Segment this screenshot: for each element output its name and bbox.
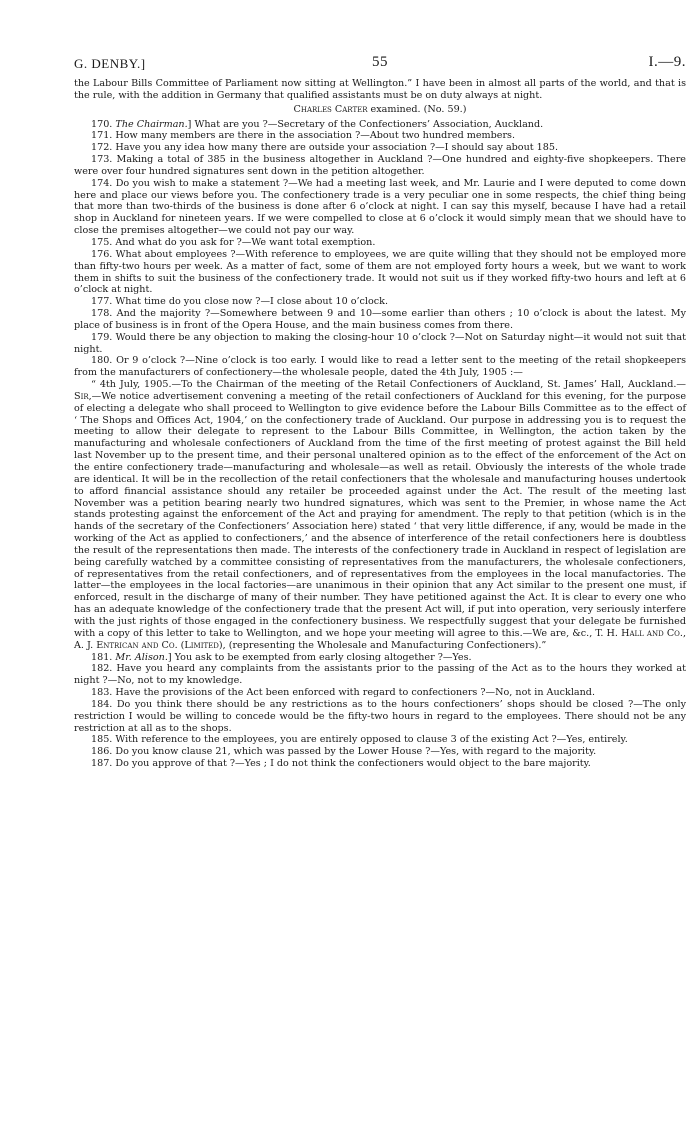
paper-reference: I.—9. <box>648 54 686 70</box>
witness-heading <box>74 104 686 116</box>
question-text: ] What are you ?—Secretary of the Confectioners’ Association, Auckland. <box>187 118 544 130</box>
page-number: 55 <box>372 54 388 70</box>
page-body <box>74 78 686 770</box>
question-182: 182. Have you heard any complaints from the assistants prior to the passing of the Act as to the hours they worked at night ?—No, not to my knowledge. <box>74 663 686 687</box>
question-171: 171. How many members are there in the association ?—About two hundred members. <box>91 130 516 142</box>
question-177: 177. What time do you close now ?—I close about 10 o’clock. <box>91 296 388 308</box>
question-184: 184. Do you think there should be any restrictions as to the hours confectioners’ shops should be closed ?—The only restriction I would be willing to concede would be the fifty-two hours in regard to the employees. There should not be any restriction at all as to the shops. <box>74 698 686 734</box>
question-text: ] You ask to be exempted from early closing altogether ?—Yes. <box>167 651 472 663</box>
question-185: 185. With reference to the employees, you are entirely opposed to clause 3 of the existing Act ?—Yes, entirely. <box>91 734 628 746</box>
question-183: 183. Have the provisions of the Act been enforced with regard to confectioners ?—No, not in Auckland. <box>91 687 595 699</box>
letter-salutation: Sir <box>74 390 89 402</box>
letter-body: ,—We notice advertisement convening a meeting of the retail confectioners of Auckland for this evening, for the purpose of electing a delegate who shall proceed to Wellington to give evidence before the Labour Bills Committee as to the effect of ‘ The Shops and Offices Act, 1904,’ on the confectionery trade of Auckland. Our purpose in addressing you is to request the meeting to allow their delegate to represent to the Labour Bills Committee, in Wellington, the action taken by the manufacturing and wholesale confectioners of Auckland from the time of the first meeting of protest against the Bill held last November up to the present time, and their personal unaltered opinion as to the effect of the enforcement of the Act on the entire confectionery trade—manufacturing and wholesale—as well as retail. Obviously the interests of the whole trade are identical. It will be in the recollection of the retail confectioners that the wholesale and manufacturing houses undertook to afford financial assistance should any retailer be proceeded against under the Act. The result of the meeting last November was a petition bearing nearly two hundred signatures, which was sent to the Premier, in whose name the Act stands protesting against the enforcement of the Act and praying for amendment. The reply to that petition (which is in the hands of the secretary of the Confectioners’ Association here) stated ‘ that very little difference, if any, would be made in the working of the Act as applied to confectioners,’ and the absence of interference of the retail confectioners here is doubtless the result of the representations then made. The interests of the confectionery trade in Auckland in respect of legislation are being carefully watched by a committee consisting of representatives from the manufacturers, the wholesale confectioners, of representatives from the retail confectioners, and of representatives from the employees in the local manufactories. The latter—the employees in the local factories—are unanimous in their opinion that any Act similar to the present one must, if enforced, result in the discharge of many of their number. They have petitioned against the Act. It is clear to every one who has an adequate knowledge of the confectionery trade that the present Act will, if put into operation, very seriously interfere with the just rights of those engaged in the confectionery business. We respectfully suggest that your delegate be furnished with a copy of this letter to take to Wellington, and we hope your meeting will agree to this.—We are, &c., <box>74 390 686 639</box>
witness-heading-suffix: examined. (No. 59.) <box>367 103 467 115</box>
question-179: 179. Would there be any objection to making the closing-hour 10 o’clock ?—Not on Saturday night—it would not suit that night. <box>74 331 686 355</box>
question-178: 178. And the majority ?—Somewhere between 9 and 10—some earlier than others ; 10 o’clock is about the latest. My place of business is in front of the Opera House, and the main business comes from there. <box>74 308 686 331</box>
witness-name: Charles Carter <box>293 103 368 115</box>
question-187: 187. Do you approve of that ?—Yes ; I do not think the confectioners would object to the bare majority. <box>91 758 591 770</box>
question-181 <box>74 652 686 664</box>
speaker-name: Mr. Alison. <box>115 651 168 663</box>
question-180: 180. Or 9 o’clock ?—Nine o’clock is too early. I would like to read a letter sent to the meeting of the retail shopkeepers from the manufacturers of confectionery—the wholesale people, dated the 4th July, 1905 :— <box>74 355 686 379</box>
question-186: 186. Do you know clause 21, which was passed by the Lower House ?—Yes, with regard to the majority. <box>91 746 597 758</box>
question-number: 170. <box>91 118 116 130</box>
letter-signatories: T. H. Hall and Co., A. J. Entrican and Co. (Limited) <box>74 627 686 651</box>
question-number: 181. <box>91 651 116 663</box>
question-175: 175. And what do you ask for ?—We want total exemption. <box>91 236 376 248</box>
question-174: 174. Do you wish to make a statement ?—We had a meeting last week, and Mr. Laurie and I were deputed to come down here and place our views before you. The confectionery trade is a very peculiar one in some respects, the chief thing being that more than two-thirds of the business is done after 6 o’clock at night. I can say this myself, because I have had a retail shop in Auckland for nineteen years. If we were compelled to close at 6 o’clock it would simply mean that we should have to close the premises altogether—we could not pay our way. <box>74 177 686 237</box>
question-176: 176. What about employees ?—With reference to employees, we are quite willing that they should not be employed more than fifty-two hours per week. As a matter of fact, some of them are not employed forty hours a week, but we want to work them in shifts to suit the business of the confectionery trade. It would not suit us if they worked fifty-two hours and left at 6 o’clock at night. <box>74 248 686 296</box>
letter-closing: , (representing the Wholesale and Manufacturing Confectioners).” <box>222 639 547 651</box>
header-witness-name: G. DENBY.] <box>74 56 146 71</box>
opening-paragraph: the Labour Bills Committee of Parliament now sitting at Wellington.” I have been in almost all parts of the world, and that is the rule, with the addition in Germany that qualified assistants must be on duty always at night. <box>74 78 686 101</box>
running-header <box>74 56 686 72</box>
letter-heading: “ 4th July, 1905.—To the Chairman of the meeting of the Retail Confectioners of Auckland, St. James’ Hall, Auckland.— <box>91 379 686 391</box>
question-173: 173. Making a total of 385 in the business altogether in Auckland ?—One hundred and eighty-five shopkeepers. There were over four hundred signatures sent down in the petition altogether. <box>74 154 686 177</box>
speaker-name: The Chairman. <box>115 118 188 130</box>
question-170 <box>74 119 686 131</box>
quoted-letter <box>74 379 686 651</box>
question-172: 172. Have you any idea how many there are outside your association ?—I should say about 185. <box>91 142 559 154</box>
